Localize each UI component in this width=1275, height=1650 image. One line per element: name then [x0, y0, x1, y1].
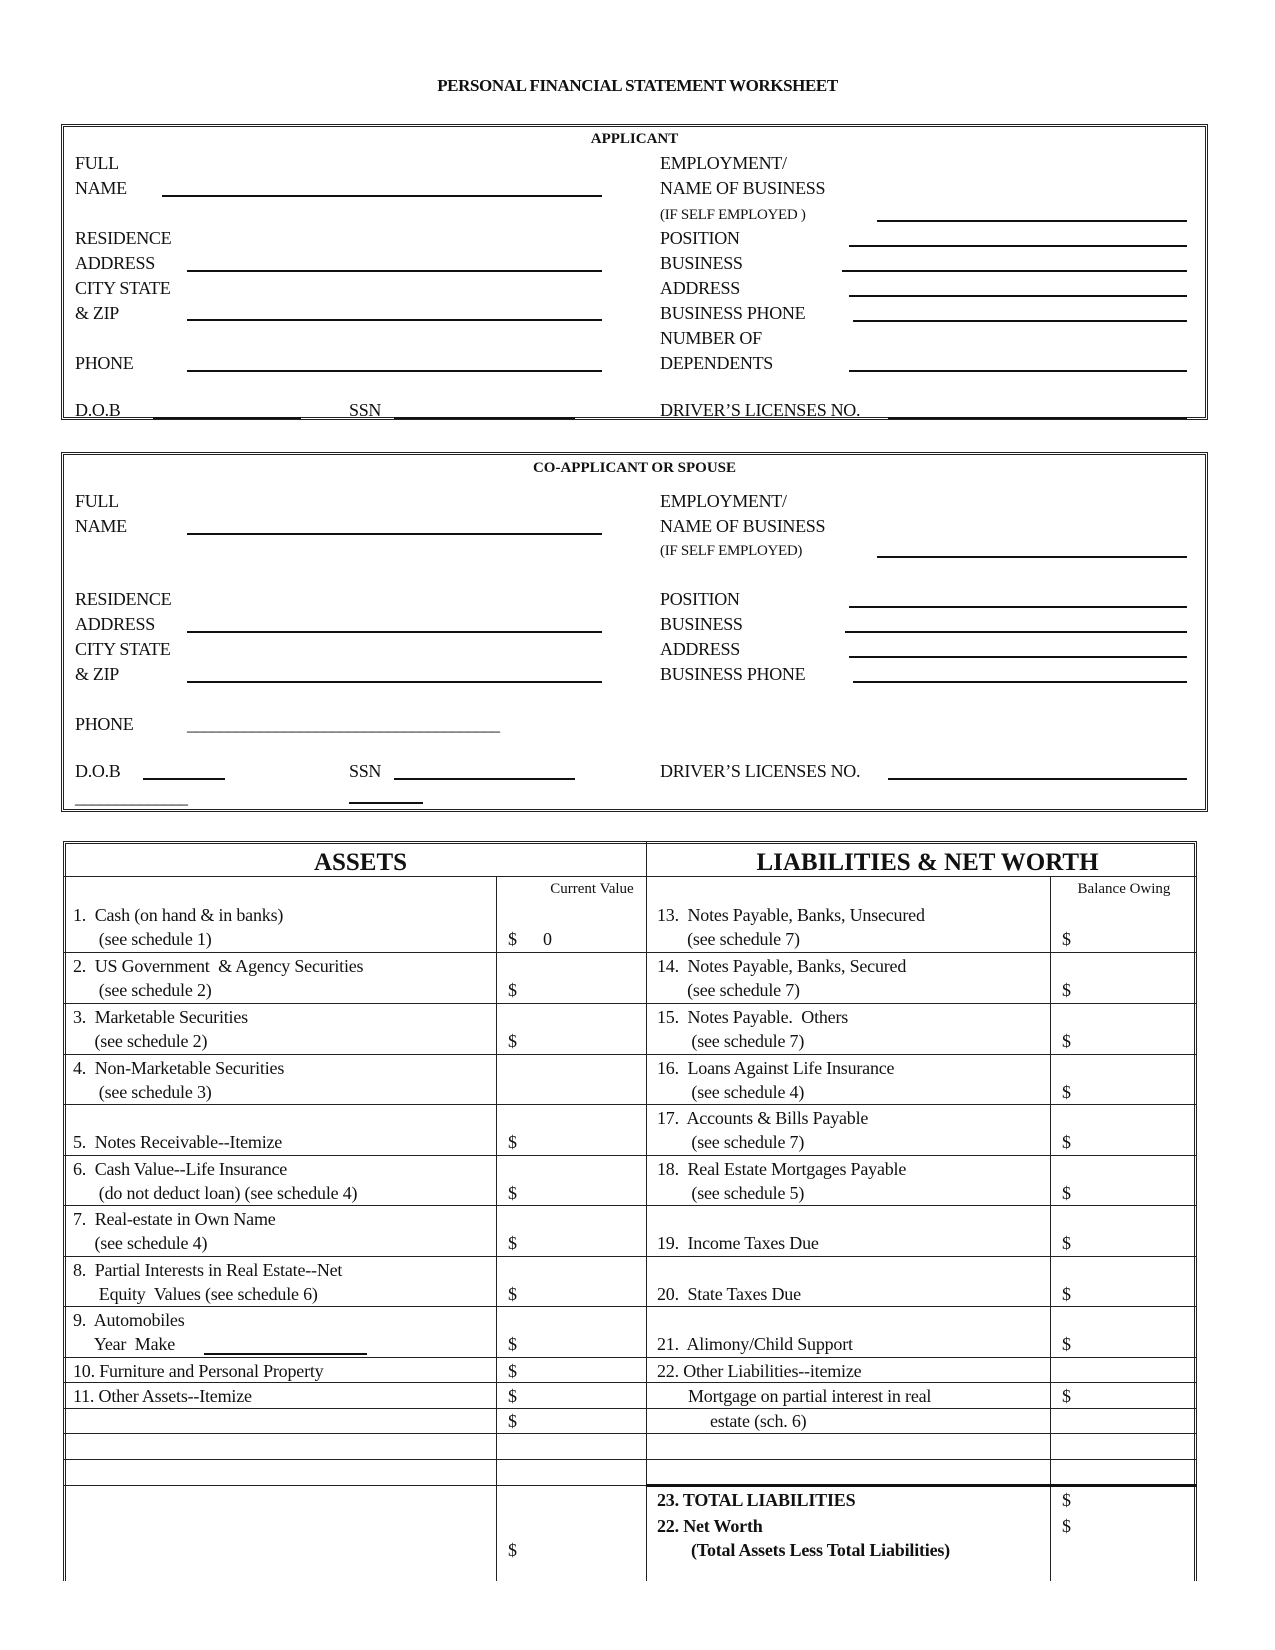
row-divider [63, 1003, 1197, 1004]
coapplicant-city-field[interactable] [187, 681, 602, 683]
net-worth-sublabel: (Total Assets Less Total Liabilities) [691, 1540, 950, 1560]
liability-item-20-sublabel: 20. State Taxes Due [657, 1284, 801, 1304]
coapplicant-full-label: FULL [75, 491, 119, 511]
row-divider [63, 1433, 1197, 1434]
liability-item-22-value-field[interactable]: $ [1062, 1386, 1071, 1406]
liability-item-21-value-field[interactable]: $ [1062, 1334, 1071, 1354]
coapplicant-name-label: NAME [75, 516, 127, 536]
applicant-ssn-field[interactable] [394, 417, 575, 419]
row-divider [63, 876, 1197, 877]
coapplicant-employment-label: EMPLOYMENT/ [660, 491, 787, 511]
assets-header: ASSETS [313, 849, 408, 876]
applicant-phone-field[interactable] [187, 370, 602, 372]
coapplicant-zip-label: & ZIP [75, 664, 120, 684]
asset-blank-value-field[interactable]: $ [508, 1411, 517, 1431]
liability-item-15-value-field[interactable]: $ [1062, 1031, 1071, 1051]
liability-item-17-label: 17. Accounts & Bills Payable [657, 1108, 869, 1128]
total-liabilities-label: 23. TOTAL LIABILITIES [657, 1490, 856, 1510]
coapplicant-drivers-license-field[interactable] [888, 778, 1187, 780]
row-divider [63, 1054, 1197, 1055]
vertical-divider-liab-value [1050, 876, 1051, 1581]
asset-item-9-sublabel: Year Make [73, 1334, 175, 1354]
current-value-header: Current Value [550, 881, 634, 897]
asset-cash-value[interactable]: 0 [543, 929, 552, 949]
liability-item-14-value-field[interactable]: $ [1062, 980, 1071, 1000]
asset-item-3-value-field[interactable]: $ [508, 1031, 517, 1051]
applicant-number-of-label: NUMBER OF [660, 328, 762, 348]
coapplicant-dob-field[interactable] [143, 778, 225, 780]
asset-item-4-label: 4. Non-Marketable Securities [73, 1058, 285, 1078]
coapplicant-position-label: POSITION [660, 589, 740, 609]
liabilities-header: LIABILITIES & NET WORTH [756, 849, 1099, 876]
applicant-residence-label: RESIDENCE [75, 228, 172, 248]
applicant-dob-field[interactable] [153, 417, 301, 419]
applicant-position-field[interactable] [849, 245, 1187, 247]
applicant-drivers-license-field[interactable] [888, 417, 1187, 419]
asset-item-7-label: 7. Real-estate in Own Name [73, 1209, 276, 1229]
liability-item-17-value-field[interactable]: $ [1062, 1132, 1071, 1152]
liability-item-16-sublabel: (see schedule 4) [657, 1082, 805, 1102]
coapplicant-address-field[interactable] [187, 631, 602, 633]
applicant-dependents-field[interactable] [849, 370, 1187, 372]
coapplicant-heading: CO-APPLICANT OR SPOUSE [532, 460, 737, 476]
coapplicant-position-field[interactable] [849, 606, 1187, 608]
row-divider [63, 1256, 1197, 1257]
assets-liabilities-table [63, 841, 1197, 1581]
applicant-self-employed-label: (IF SELF EMPLOYED ) [660, 207, 806, 223]
applicant-dob-label: D.O.B [75, 400, 121, 420]
coapplicant-biz-address-label: ADDRESS [660, 639, 740, 659]
coapplicant-business-label: BUSINESS [660, 614, 743, 634]
liability-item-19-sublabel: 19. Income Taxes Due [657, 1233, 819, 1253]
row-divider [63, 952, 1197, 953]
applicant-address-label: ADDRESS [75, 253, 155, 273]
liability-item-17-sublabel: (see schedule 7) [657, 1132, 805, 1152]
asset-item-2-sublabel: (see schedule 2) [73, 980, 212, 1000]
applicant-position-label: POSITION [660, 228, 740, 248]
applicant-business-name-label: NAME OF BUSINESS [660, 178, 826, 198]
asset-item-8-value-field[interactable]: $ [508, 1284, 517, 1304]
asset-item-1-sublabel: (see schedule 1) [73, 929, 212, 949]
asset-item-1-label: 1. Cash (on hand & in banks) [73, 905, 284, 925]
coapplicant-biz-address-field[interactable] [849, 656, 1187, 658]
row-divider [63, 1155, 1197, 1156]
coapplicant-residence-label: RESIDENCE [75, 589, 172, 609]
applicant-business-phone-label: BUSINESS PHONE [660, 303, 806, 323]
applicant-dependents-label: DEPENDENTS [660, 353, 773, 373]
asset-item-8-sublabel: Equity Values (see schedule 6) [73, 1284, 318, 1304]
coapplicant-phone-label: PHONE [75, 714, 134, 734]
row-divider [63, 1459, 1197, 1460]
asset-item-4-sublabel: (see schedule 3) [73, 1082, 212, 1102]
coapplicant-business-name-field[interactable] [877, 556, 1187, 558]
liability-item-16-value-field[interactable]: $ [1062, 1082, 1071, 1102]
coapplicant-dob-continuation[interactable]: ______________ [75, 787, 187, 807]
asset-item-2-label: 2. US Government & Agency Securities [73, 956, 364, 976]
liability-item-16-label: 16. Loans Against Life Insurance [657, 1058, 895, 1078]
liability-item-20-value-field[interactable]: $ [1062, 1284, 1071, 1304]
liability-item-22a-label: Mortgage on partial interest in real [688, 1386, 932, 1406]
applicant-drivers-license-label: DRIVER’S LICENSES NO. [660, 400, 861, 420]
coapplicant-ssn-continuation[interactable] [349, 802, 423, 804]
asset-item-9-value-field[interactable]: $ [508, 1334, 517, 1354]
applicant-biz-address-label: ADDRESS [660, 278, 740, 298]
coapplicant-business-phone-field[interactable] [853, 681, 1187, 683]
applicant-employment-label: EMPLOYMENT/ [660, 153, 787, 173]
applicant-city-field[interactable] [187, 319, 602, 321]
net-worth-value-field[interactable]: $ [1062, 1516, 1071, 1536]
net-worth-label: 22. Net Worth [657, 1516, 763, 1536]
coapplicant-city-state-label: CITY STATE [75, 639, 171, 659]
applicant-name-label: NAME [75, 178, 127, 198]
asset-item-7-sublabel: (see schedule 4) [73, 1233, 208, 1253]
asset-item-6-label: 6. Cash Value--Life Insurance [73, 1159, 288, 1179]
totals-divider [646, 1484, 1197, 1487]
row-divider [63, 1104, 1197, 1105]
asset-item-9-label: 9. Automobiles [73, 1310, 185, 1330]
liability-item-13-sublabel: (see schedule 7) [657, 929, 800, 949]
coapplicant-business-name-label: NAME OF BUSINESS [660, 516, 826, 536]
automobile-make-field[interactable] [204, 1353, 367, 1355]
coapplicant-name-field[interactable] [187, 533, 602, 535]
applicant-phone-label: PHONE [75, 353, 134, 373]
total-liabilities-value-field[interactable]: $ [1062, 1490, 1071, 1510]
applicant-full-label: FULL [75, 153, 119, 173]
applicant-address-field[interactable] [187, 270, 602, 272]
coapplicant-self-employed-label: (IF SELF EMPLOYED) [660, 543, 803, 559]
coapplicant-business-field[interactable] [845, 631, 1187, 633]
asset-item-11-label: 11. Other Assets--Itemize [73, 1386, 252, 1406]
liability-item-19-value-field[interactable]: $ [1062, 1233, 1071, 1253]
liability-item-14-sublabel: (see schedule 7) [657, 980, 800, 1000]
liability-item-18-label: 18. Real Estate Mortgages Payable [657, 1159, 907, 1179]
coapplicant-dob-label: D.O.B [75, 761, 121, 781]
asset-item-5-sublabel: 5. Notes Receivable--Itemize [73, 1132, 283, 1152]
total-assets-value-field[interactable]: $ [508, 1540, 517, 1560]
liability-item-22b-label: estate (sch. 6) [710, 1411, 807, 1431]
liability-item-15-label: 15. Notes Payable. Others [657, 1007, 849, 1027]
coapplicant-address-label: ADDRESS [75, 614, 155, 634]
applicant-biz-address-field[interactable] [849, 295, 1187, 297]
applicant-business-phone-field[interactable] [853, 320, 1187, 322]
applicant-section [61, 124, 1208, 420]
liability-item-21-sublabel: 21. Alimony/Child Support [657, 1334, 853, 1354]
asset-item-5-value-field[interactable]: $ [508, 1132, 517, 1152]
applicant-zip-label: & ZIP [75, 303, 120, 323]
liability-item-22-label: 22. Other Liabilities--itemize [657, 1361, 862, 1381]
applicant-name-field[interactable] [162, 195, 602, 197]
liability-item-13-value-field[interactable]: $ [1062, 929, 1071, 949]
asset-item-10-value-field[interactable]: $ [508, 1361, 517, 1381]
coapplicant-business-phone-label: BUSINESS PHONE [660, 664, 806, 684]
liability-item-18-sublabel: (see schedule 5) [657, 1183, 805, 1203]
applicant-business-label: BUSINESS [660, 253, 743, 273]
asset-item-2-value-field[interactable]: $ [508, 980, 517, 1000]
applicant-business-name-field[interactable] [877, 220, 1187, 222]
applicant-ssn-label: SSN [349, 400, 382, 420]
asset-item-3-label: 3. Marketable Securities [73, 1007, 248, 1027]
liability-item-15-sublabel: (see schedule 7) [657, 1031, 805, 1051]
liability-item-14-label: 14. Notes Payable, Banks, Secured [657, 956, 907, 976]
coapplicant-drivers-license-label: DRIVER’S LICENSES NO. [660, 761, 861, 781]
asset-item-6-value-field[interactable]: $ [508, 1183, 517, 1203]
asset-item-11-value-field[interactable]: $ [508, 1386, 517, 1406]
applicant-business-field[interactable] [842, 270, 1187, 272]
vertical-divider-assets-value [496, 876, 497, 1581]
liability-item-18-value-field[interactable]: $ [1062, 1183, 1071, 1203]
coapplicant-ssn-label: SSN [349, 761, 382, 781]
asset-item-8-label: 8. Partial Interests in Real Estate--Net [73, 1260, 343, 1280]
asset-item-7-value-field[interactable]: $ [508, 1233, 517, 1253]
asset-item-6-sublabel: (do not deduct loan) (see schedule 4) [73, 1183, 358, 1203]
applicant-heading: APPLICANT [590, 131, 679, 147]
asset-item-10-label: 10. Furniture and Personal Property [73, 1361, 324, 1381]
liability-item-13-label: 13. Notes Payable, Banks, Unsecured [657, 905, 925, 925]
balance-owing-header: Balance Owing [1077, 881, 1171, 897]
applicant-city-state-label: CITY STATE [75, 278, 171, 298]
asset-item-3-sublabel: (see schedule 2) [73, 1031, 208, 1051]
coapplicant-ssn-field[interactable] [394, 778, 575, 780]
asset-item-1-value-field[interactable]: $ [508, 929, 517, 949]
coapplicant-phone-field[interactable]: _______________________________________ [187, 714, 499, 734]
page-title: PERSONAL FINANCIAL STATEMENT WORKSHEET [437, 76, 838, 95]
row-divider [63, 1357, 1197, 1358]
